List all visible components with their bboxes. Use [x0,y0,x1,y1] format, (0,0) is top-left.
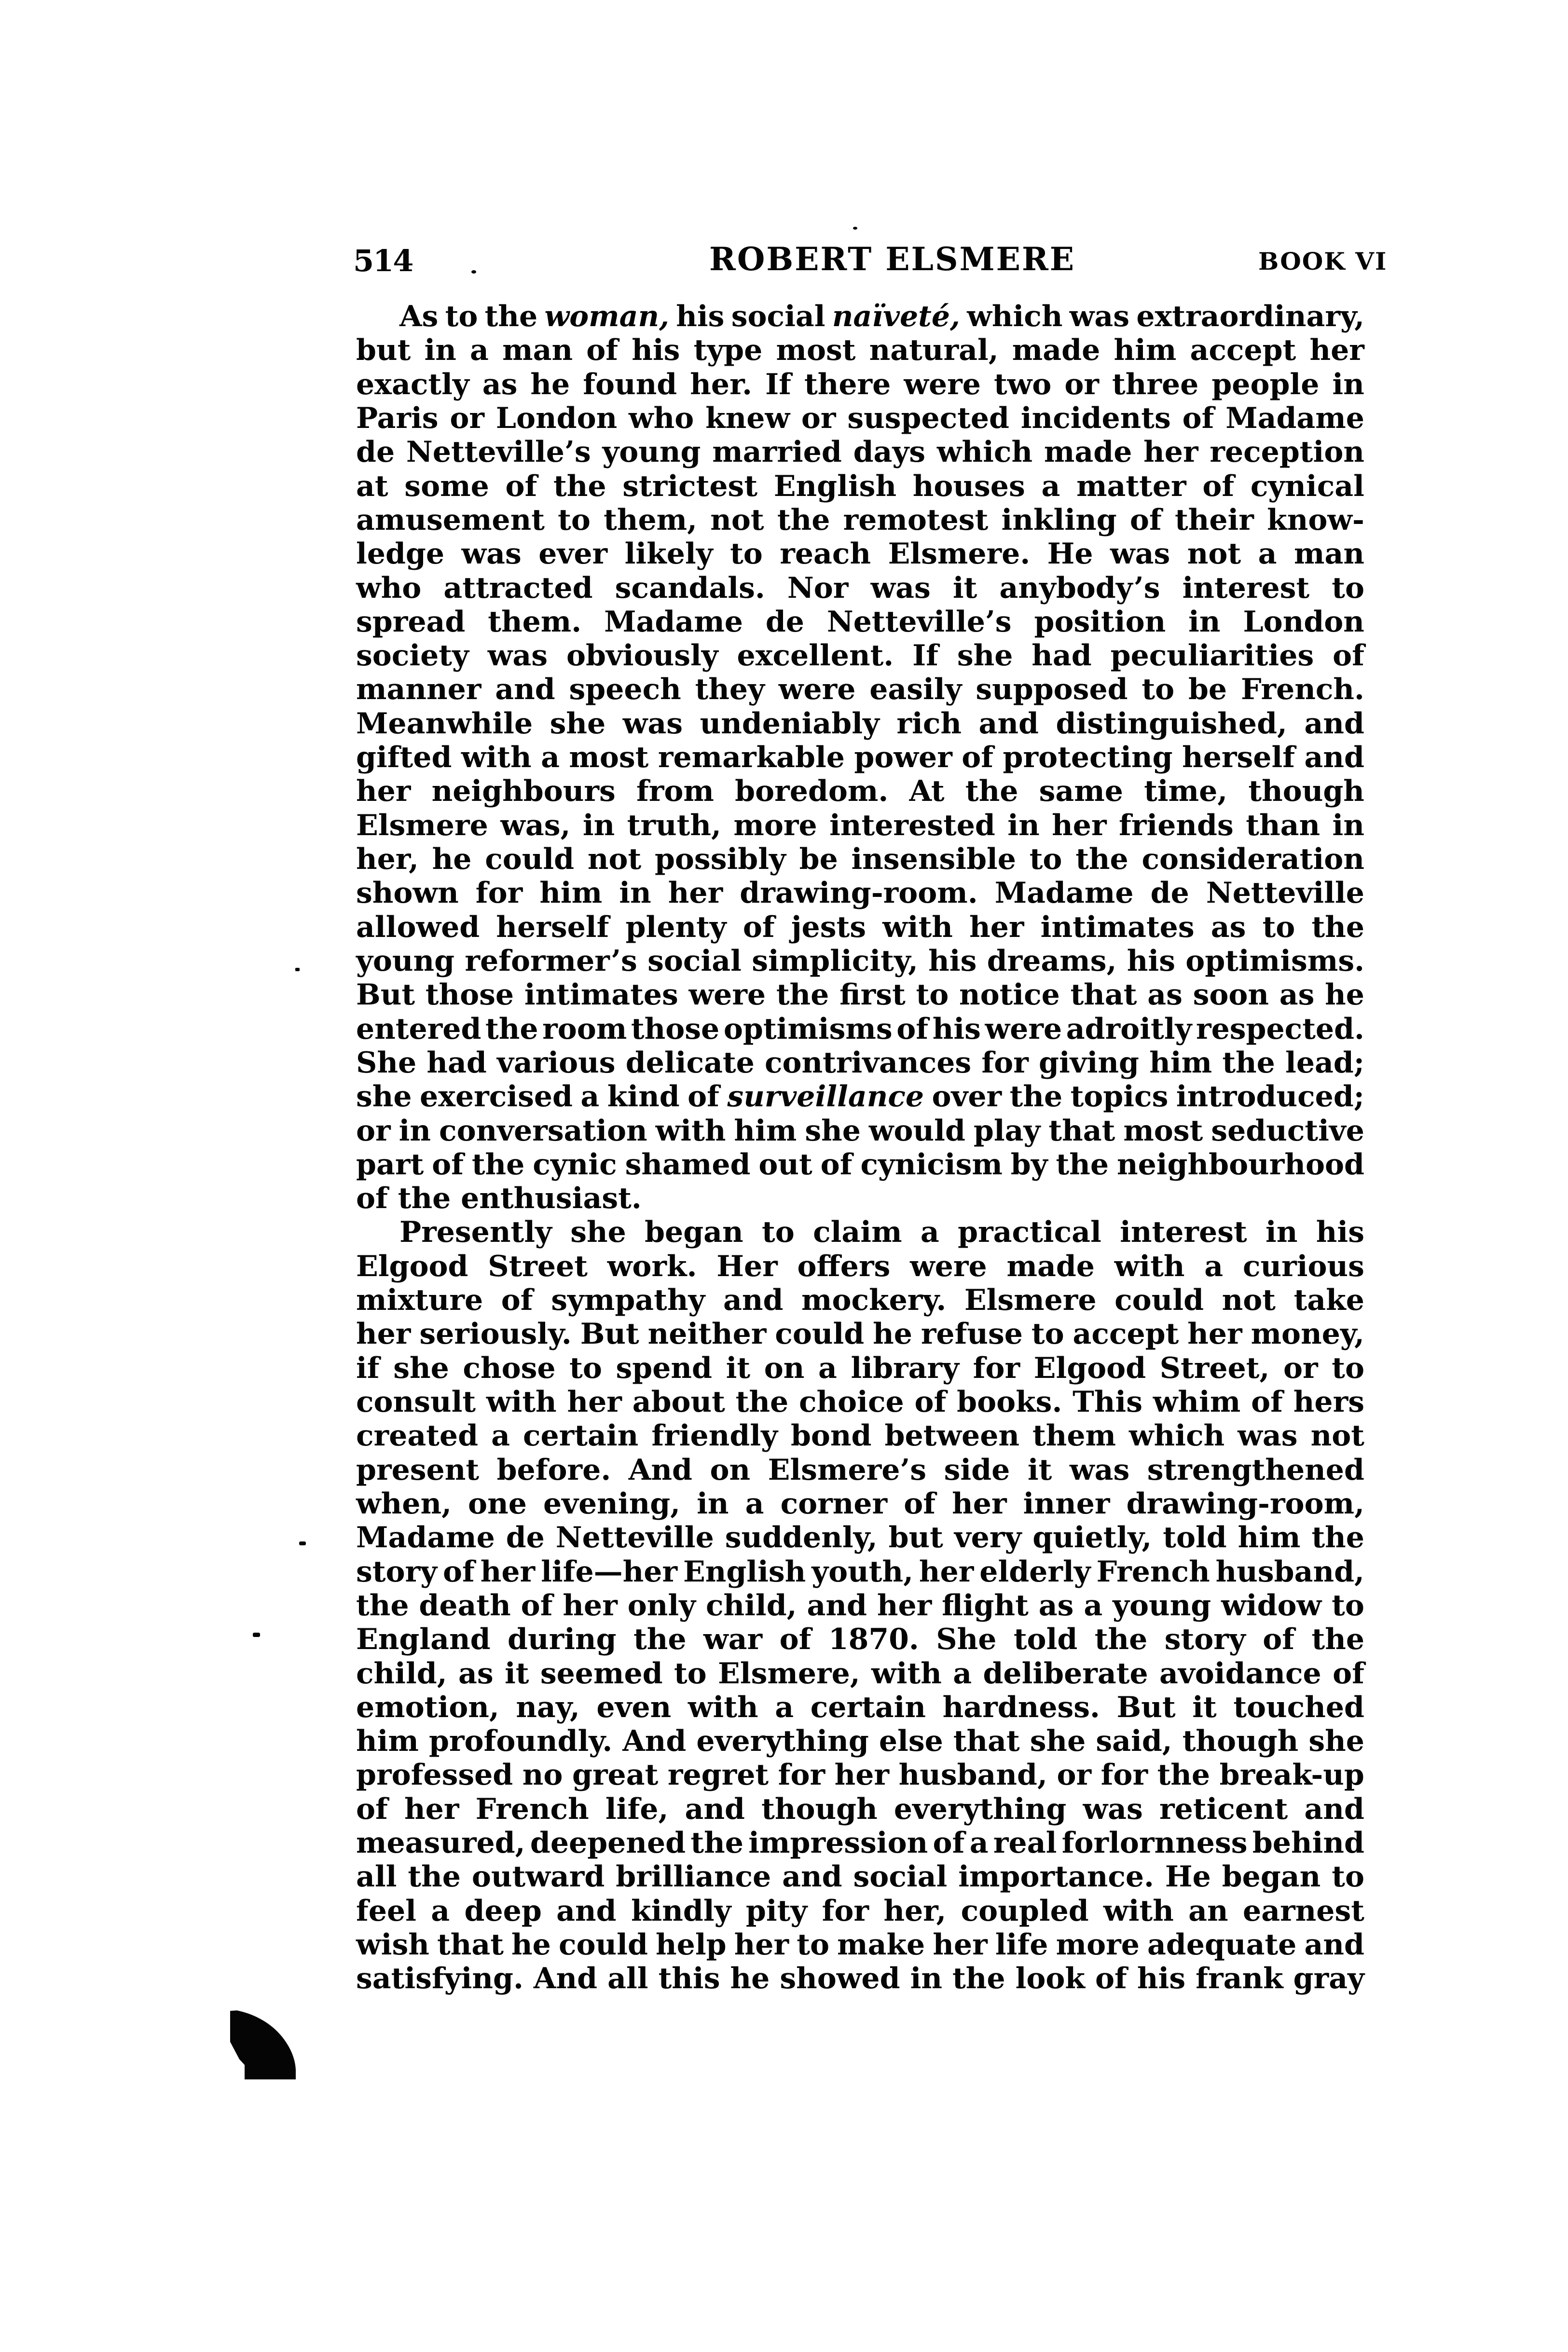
text-line: But those intimates were the first to notice that as soon as he [356,978,1364,1012]
text-line: him profoundly. And everything else that she said, though she [356,1724,1364,1759]
text-line: Presently she began to claim a practical interest in his [399,1215,1364,1250]
text-line: Meanwhile she was undeniably rich and distinguished, and [356,706,1364,741]
text-line: England during the war of 1870. She told the story of the [356,1623,1364,1657]
text-line: or in conversation with him she would play that most seductive [356,1114,1364,1148]
text-line: of her French life, and though everything was reticent and [356,1792,1364,1826]
text-line: created a certain friendly bond between them which was not [356,1419,1364,1453]
running-title: ROBERT ELSMERE [709,240,1076,278]
text-line: who attracted scandals. Nor was it anybody’s interest to [356,571,1364,605]
text-line: mixture of sympathy and mockery. Elsmere could not take [356,1283,1364,1318]
text-line: exactly as he found her. If there were two or three people in [356,367,1364,401]
text-line: her neighbours from boredom. At the same time, though [356,774,1364,809]
text-line: wish that he could help her to make her life more adequate and [356,1928,1364,1962]
text-line: all the outward brilliance and social importance. He began to [356,1860,1364,1894]
text-line: if she chose to spend it on a library for Elgood Street, or to [356,1351,1364,1385]
ink-speck [253,1633,260,1637]
text-line: Elsmere was, in truth, more interested in her friends than in [356,808,1364,842]
text-line: She had various delicate contrivances for giving him the lead; [356,1045,1364,1080]
text-line: Paris or London who knew or suspected incidents of Madame [356,401,1364,435]
text-line: her, he could not possibly be insensible to the consideration [356,842,1364,876]
text-line: the death of her only child, and her flight as a young widow to [356,1588,1364,1623]
text-line: feel a deep and kindly pity for her, coupled with an earnest [356,1894,1364,1928]
ink-speck [299,1541,306,1545]
book-section-label: BOOK VI [1258,247,1388,275]
text-line: professed no great regret for her husband, or for the break-up [356,1758,1364,1792]
text-line: ledge was ever likely to reach Elsmere. He was not a man [356,537,1364,571]
text-line: she exercised a kind of surveillance over the topics introduced; [356,1080,1364,1114]
text-line: satisfying. And all this he showed in the look of his frank gray [356,1962,1364,1996]
text-line: manner and speech they were easily supposed to be French. [356,673,1364,707]
text-line: young reformer’s social simplicity, his dreams, his optimisms. [356,944,1364,978]
text-line: child, as it seemed to Elsmere, with a deliberate avoidance of [356,1656,1364,1691]
text-line: Madame de Netteville suddenly, but very quietly, told him the [356,1521,1364,1555]
ink-speck [471,270,476,274]
text-line: her seriously. But neither could he refuse to accept her money, [356,1317,1364,1351]
text-line: present before. And on Elsmere’s side it was strengthened [356,1453,1364,1487]
ink-speck [295,968,300,971]
ink-speck [853,227,857,230]
text-line: entered the room those optimisms of his were adroitly respected. [356,1012,1364,1046]
text-line: when, one evening, in a corner of her inner drawing-room, [356,1486,1364,1521]
text-line: at some of the strictest English houses a matter of cynical [356,469,1364,503]
text-line: consult with her about the choice of books. This whim of hers [356,1385,1364,1419]
text-line: Elgood Street work. Her offers were made with a curious [356,1249,1364,1283]
text-line: emotion, nay, even with a certain hardness. But it touched [356,1690,1364,1724]
text-block [356,300,1364,1996]
text-line: part of the cynic shamed out of cynicism by the neighbourhood [356,1147,1364,1182]
ink-blot [227,2007,299,2082]
text-line: gifted with a most remarkable power of protecting herself and [356,741,1364,775]
text-line: society was obviously excellent. If she had peculiarities of [356,639,1364,673]
text-line: allowed herself plenty of jests with her intimates as to the [356,910,1364,944]
text-line: of the enthusiast. [356,1182,642,1216]
text-line: de Netteville’s young married days which made her reception [356,435,1364,469]
text-line: but in a man of his type most natural, made him accept her [356,333,1364,368]
text-line: As to the woman, his social naïveté, which was extraordinary, [399,300,1364,333]
text-line: measured, deepened the impression of a real forlornness behind [356,1826,1364,1860]
text-line: spread them. Madame de Netteville’s position in London [356,605,1364,639]
page-number: 514 [353,243,413,278]
text-line: amusement to them, not the remotest inkling of their know- [356,503,1364,537]
text-line: shown for him in her drawing-room. Madame de Netteville [356,876,1364,910]
text-line: story of her life—her English youth, her elderly French husband, [356,1554,1364,1589]
